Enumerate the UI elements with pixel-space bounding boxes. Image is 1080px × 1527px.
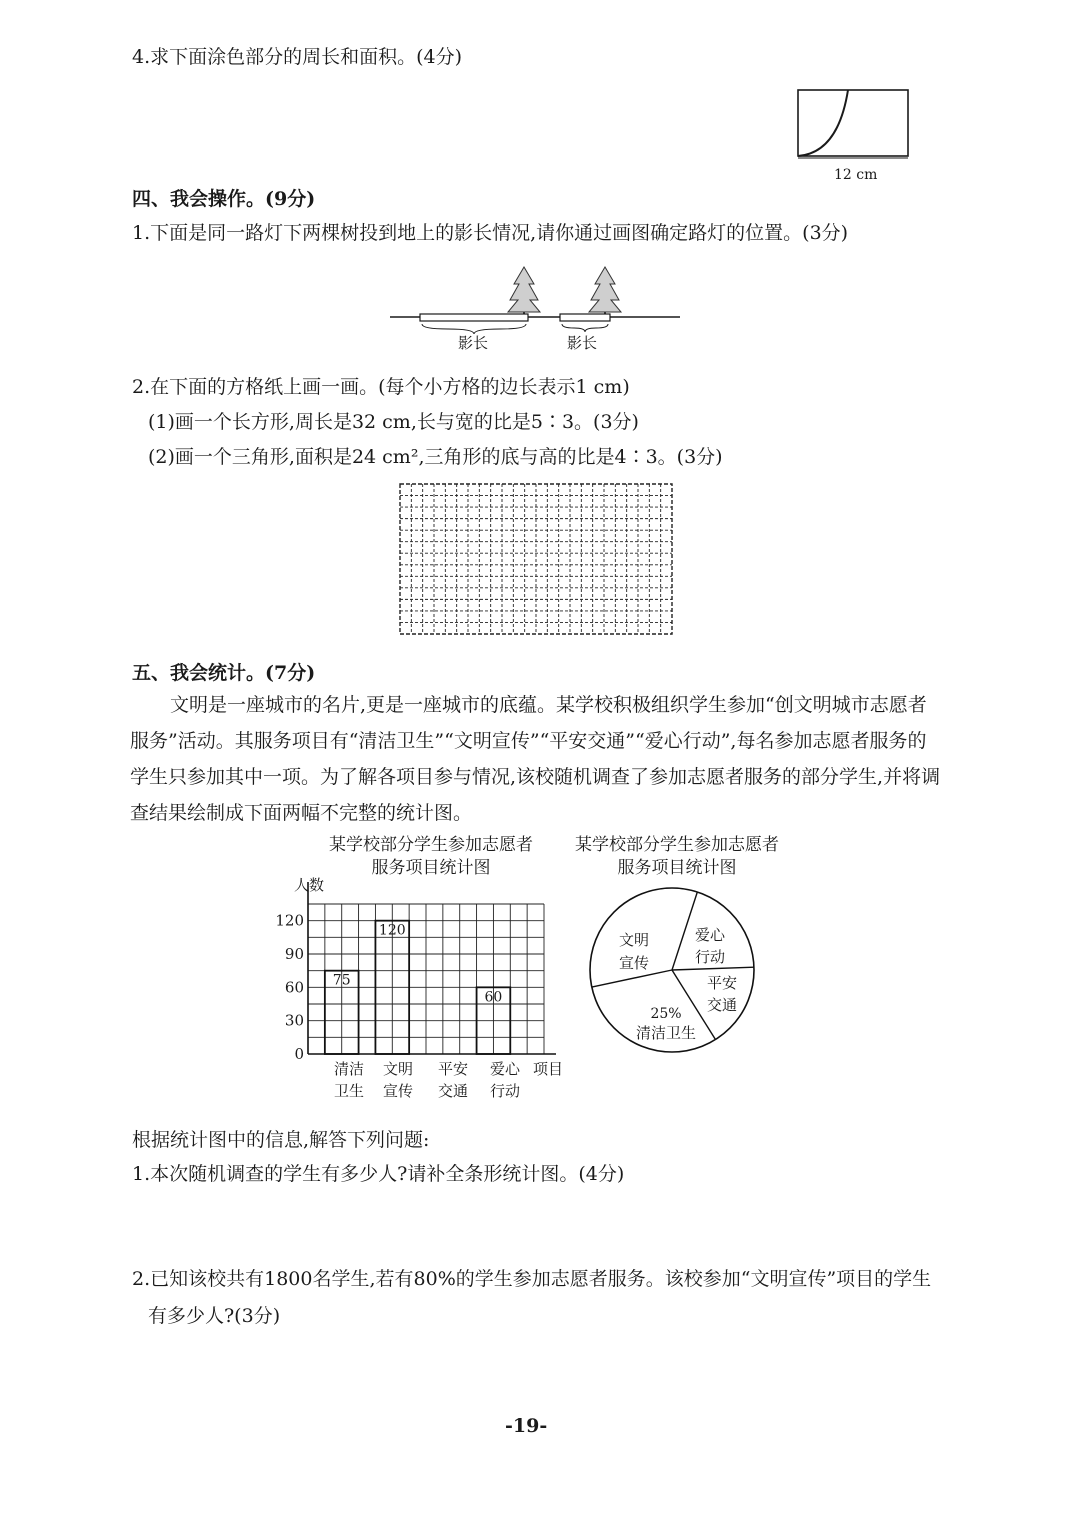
pie-chart [582,880,772,1070]
pie-slice-divider [672,892,697,970]
shadow-label-2: 影长 [567,334,598,352]
x-tick-label: 爱心 [489,1060,521,1078]
pie-slice-percent: 25% [650,1006,682,1022]
shadow-2 [560,314,610,321]
question-4-2-2: (2)画一个三角形,面积是24 cm²,三角形的底与高的比是4∶3。(3分) [148,446,723,468]
questions-intro: 根据统计图中的信息,解答下列问题: [132,1129,430,1151]
figure-rectangle [798,90,908,156]
shadow-1 [420,314,528,321]
pie-slice-label: 交通 [706,996,738,1014]
pie-slice-divider [592,970,672,987]
bar-chart-title-line2: 服务项目统计图 [371,858,491,878]
y-axis-label: 人数 [294,876,325,894]
pie-slice-divider [672,967,754,970]
bar-data-label: 120 [378,922,406,939]
y-tick-label: 30 [284,1011,304,1030]
question-4-1: 1.下面是同一路灯下两棵树投到地上的影长情况,请你通过画图确定路灯的位置。(3分) [132,222,849,244]
question-5-2-line1: 2.已知该校共有1800名学生,若有80%的学生参加志愿者服务。该校参加“文明宣传”项目的学生 [132,1268,932,1290]
pie-slice-label: 文明 [618,931,650,949]
y-tick-label: 120 [275,911,304,930]
page-number: -19- [505,1415,548,1437]
y-tick-label: 60 [284,978,304,997]
bar-chart-title-line1: 某学校部分学生参加志愿者 [329,835,533,855]
pie-slice-label: 行动 [694,948,726,966]
pie-slice-label: 清洁卫生 [635,1024,697,1042]
pie-chart-title-line1: 某学校部分学生参加志愿者 [575,835,779,855]
x-tick-label: 行动 [489,1082,521,1100]
bar-data-label: 75 [332,972,351,989]
y-tick-label: 0 [294,1045,304,1063]
x-tick-label: 宣传 [382,1082,414,1100]
statistics-paragraph: 文明是一座城市的名片,更是一座城市的底蕴。某学校积极组织学生参加“创文明城市志愿者服务”活动。其服务项目有“清洁卫生”“文明宣传”“平安交通”“爱心行动”,每名参加志愿者服务的学生只参加其中一项。为了解各项目参与情况,该校随机调查了参加志愿者服务的部分学生,并将调查结果绘制成下面两幅不完整的统计图。 [130,694,941,824]
x-tick-label: 交通 [437,1082,469,1100]
question-4-2: 2.在下面的方格纸上画一画。(每个小方格的边长表示1 cm) [132,376,630,398]
brace-1 [422,324,526,334]
x-tick-label: 平安 [437,1060,469,1078]
question-4-2-1: (1)画一个长方形,周长是32 cm,长与宽的比是5∶3。(3分) [148,411,639,433]
bar-data-label: 60 [484,989,503,1006]
question-5-1: 1.本次随机调查的学生有多少人?请补全条形统计图。(4分) [132,1163,625,1185]
pie-slice-label: 爱心 [694,926,726,944]
dimension-label: 12 cm [834,167,878,183]
section-4-heading: 四、我会操作。(9分) [132,188,316,210]
x-tick-label: 文明 [382,1060,414,1078]
pie-slice-label: 宣传 [618,954,650,972]
question-3-4: 4.求下面涂色部分的周长和面积。(4分) [132,46,463,68]
question-5-2-line2: 有多少人?(3分) [148,1305,281,1327]
x-axis-label: 项目 [532,1060,564,1078]
tree-icon [589,267,621,317]
y-tick-label: 90 [284,945,304,963]
brace-2 [562,324,608,332]
section-5-heading: 五、我会统计。(7分) [132,662,316,684]
shadow-label-1: 影长 [458,334,489,352]
pie-chart-title [552,834,802,880]
figure-arc [798,90,848,156]
x-tick-label: 卫生 [333,1082,365,1100]
x-tick-label: 清洁 [333,1060,365,1078]
tree-shadow-figure [390,262,685,352]
pie-chart-title-line2: 服务项目统计图 [617,858,737,878]
pie-slice-label: 平安 [706,974,738,992]
bar-chart [272,872,582,1106]
grid-paper[interactable] [398,482,676,638]
tree-icon [508,267,540,317]
shaded-figure [790,85,915,185]
